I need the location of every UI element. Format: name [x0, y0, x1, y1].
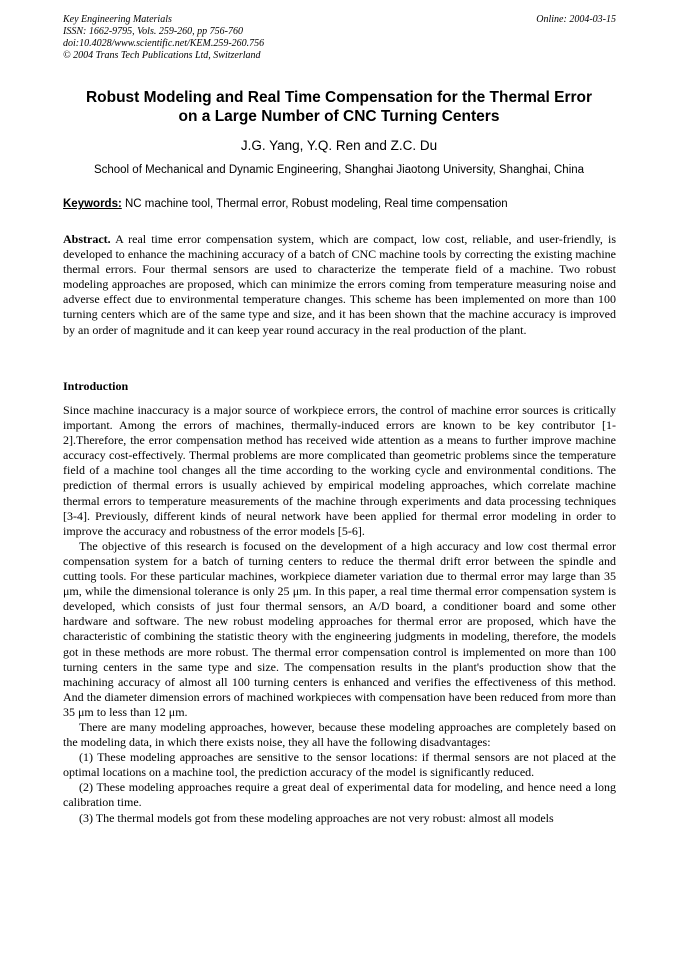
keywords-text: NC machine tool, Thermal error, Robust modeling, Real time compensation — [121, 198, 508, 210]
title-line-1: Robust Modeling and Real Time Compensation for the Thermal Error — [85, 89, 593, 106]
journal-header — [63, 14, 616, 62]
copyright-line: © 2004 Trans Tech Publications Ltd, Switzerland — [63, 50, 261, 61]
section-heading-introduction: Introduction — [63, 379, 129, 393]
disadvantage-item-1: (1) These modeling approaches are sensitive to the sensor locations: if thermal sensors are not placed at the optimal locations on a machine tool, the prediction accuracy of the model is significantly reduced. — [63, 750, 616, 780]
author-list: J.G. Yang, Y.Q. Ren and Z.C. Du — [240, 138, 438, 153]
paper-title — [40, 88, 638, 126]
intro-paragraph: The objective of this research is focused on the development of a high accuracy and low cost thermal error compensation system for a batch of turning centers to reduce the thermal drift error between the spindle and cutting tools. For these particular machines, workpiece diameter variation due to thermal error may large than 35 μm, while the dimensional tolerance is only 25 μm. In this paper, a real time thermal error compensation system is developed, which consists of just four thermal sensors, an A/D board, a conditioner board and some other hardware and software. The new robust modeling approaches for thermal error are proposed, which have the characteristic of combining the statistic theory with the engineering judgments in modeling, therefore, the models got in these methods are more robust. The thermal error compensation control is implemented on more than 100 turning centers in the same type and size. The compensation results in the plant's production show that the machining accuracy of almost all 100 turning centers is enhanced and verifies the effectiveness of this method. And the diameter dimension errors of machined workpieces with compensation have been reduced from more than 35 μm to less than 12 μm. — [63, 538, 616, 719]
disadvantage-item-3: (3) The thermal models got from these modeling approaches are not very robust: almost all models — [79, 810, 554, 825]
online-date: Online: 2004-03-15 — [536, 14, 616, 25]
affiliation: School of Mechanical and Dynamic Engineering, Shanghai Jiaotong University, Shanghai, China — [93, 164, 585, 176]
title-line-2: on a Large Number of CNC Turning Centers — [178, 108, 500, 125]
keywords-label: Keywords: — [63, 198, 122, 210]
disadvantage-item-2: (2) These modeling approaches require a great deal of experimental data for modeling, and hence need a long calibration time. — [63, 780, 616, 810]
intro-paragraph: Since machine inaccuracy is a major source of workpiece errors, the control of machine error sources is critically important. Among the errors of machines, thermally-induced errors are known to be key contributor [1-2].Therefore, the error compensation method has received wide attention as a means to further improve machine accuracy cost-effectively. Thermal problems are more complicated than geometric problems since the temperature field of a machine tool changes all the time according to the working cycle and environmental conditions. The prediction of thermal errors is usually achieved by empirical modeling approaches, which correlate machine thermal errors to temperature measurements of the machine through experiments and data processing techniques [3-4]. Previously, different kinds of neural network have been applied for thermal error modeling in order to improve the accuracy and robustness of the error models [5-6]. — [63, 403, 616, 538]
abstract-text: A real time error compensation system, which are compact, low cost, reliable, and user-friendly, is developed to enhance the machining accuracy of a batch of CNC machine tools by correcting the existing machine thermal errors. Four thermal sensors are used to characterize the temperate field of a machine. Two robust modeling approaches are proposed, which can minimize the errors coming from temperature measuring noise and adverse effect due to environmental temperature changes. This scheme has been implemented on more than 100 turning centers which are of the same type and size, and it has been shown that the machine accuracy is improved by an order of magnitude and it can keep year round accuracy in the real production of the plant. — [63, 232, 616, 337]
intro-paragraph: There are many modeling approaches, however, because these modeling approaches are completely based on the modeling data, in which there exists noise, they all have the following disadvantages: — [63, 719, 616, 750]
abstract-paragraph — [63, 232, 616, 338]
keywords-line — [63, 197, 616, 211]
introduction-body — [63, 403, 616, 826]
abstract-label: Abstract. — [63, 232, 111, 246]
issn-line: ISSN: 1662-9795, Vols. 259-260, pp 756-760 — [63, 26, 243, 37]
journal-name: Key Engineering Materials — [63, 14, 172, 25]
doi-line[interactable]: doi:10.4028/www.scientific.net/KEM.259-260.756 — [63, 38, 265, 49]
